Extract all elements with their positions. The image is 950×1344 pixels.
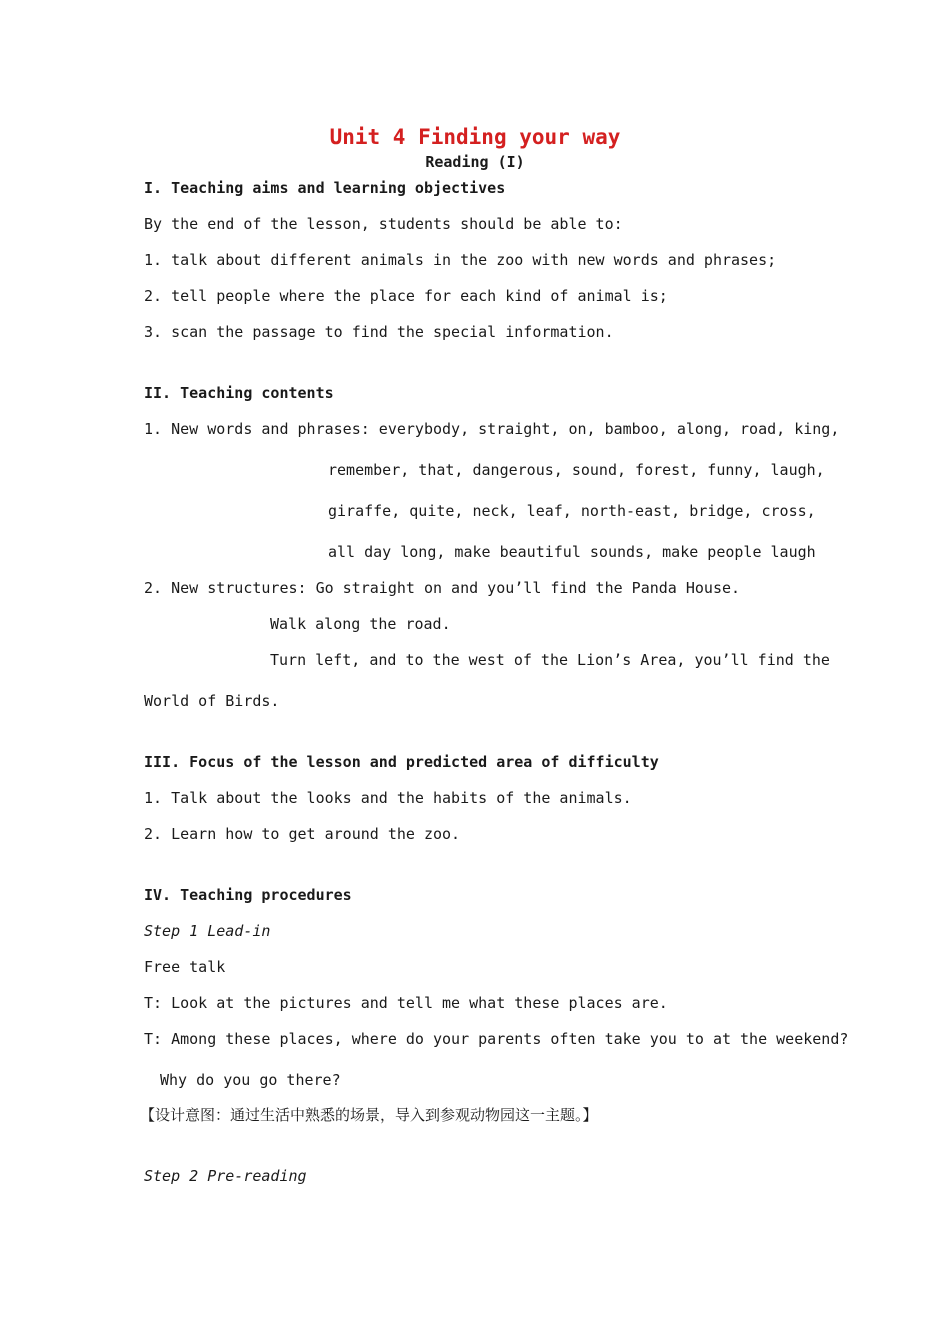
new-structures-line: Turn left, and to the west of the Lion’s Area, you’ll find the xyxy=(270,651,830,669)
document-title: Unit 4 Finding your way xyxy=(329,125,621,149)
teacher-line: T: Look at the pictures and tell me what these places are. xyxy=(144,994,668,1012)
section-heading-contents: II. Teaching contents xyxy=(144,384,334,402)
section-heading-procedures: IV. Teaching procedures xyxy=(144,886,352,904)
new-words-line: giraffe, quite, neck, leaf, north-east, bridge, cross, xyxy=(328,502,816,520)
step-heading: Step 1 Lead-in xyxy=(144,922,271,940)
new-words-line: 1. New words and phrases: everybody, straight, on, bamboo, along, road, king, xyxy=(144,420,840,438)
aims-item: 1. talk about different animals in the zoo with new words and phrases; xyxy=(144,251,777,269)
teacher-line: T: Among these places, where do your parents often take you to at the weekend? xyxy=(144,1030,849,1048)
new-words-line: remember, that, dangerous, sound, forest, funny, laugh, xyxy=(328,461,825,479)
aims-item: 2. tell people where the place for each kind of animal is; xyxy=(144,287,668,305)
new-words-line: all day long, make beautiful sounds, make people laugh xyxy=(328,543,816,561)
section-heading-focus: III. Focus of the lesson and predicted area of difficulty xyxy=(144,753,659,771)
section-heading-aims: I. Teaching aims and learning objectives xyxy=(144,179,506,197)
new-structures-line: 2. New structures: Go straight on and you’ll find the Panda House. xyxy=(144,579,741,597)
aims-item: 3. scan the passage to find the special information. xyxy=(144,323,614,341)
new-structures-line: World of Birds. xyxy=(144,692,280,710)
teacher-line-continued: Why do you go there? xyxy=(160,1071,341,1089)
new-structures-line: Walk along the road. xyxy=(270,615,451,633)
focus-item: 2. Learn how to get around the zoo. xyxy=(144,825,461,843)
design-intent-note: 【设计意图：通过生活中熟悉的场景，导入到参观动物园这一主题。】 xyxy=(140,1106,598,1124)
step-heading: Step 2 Pre-reading xyxy=(144,1167,307,1185)
aims-intro: By the end of the lesson, students should be able to: xyxy=(144,215,623,233)
free-talk-label: Free talk xyxy=(144,958,226,976)
document-subtitle: Reading (I) xyxy=(425,153,525,171)
focus-item: 1. Talk about the looks and the habits of the animals. xyxy=(144,789,632,807)
